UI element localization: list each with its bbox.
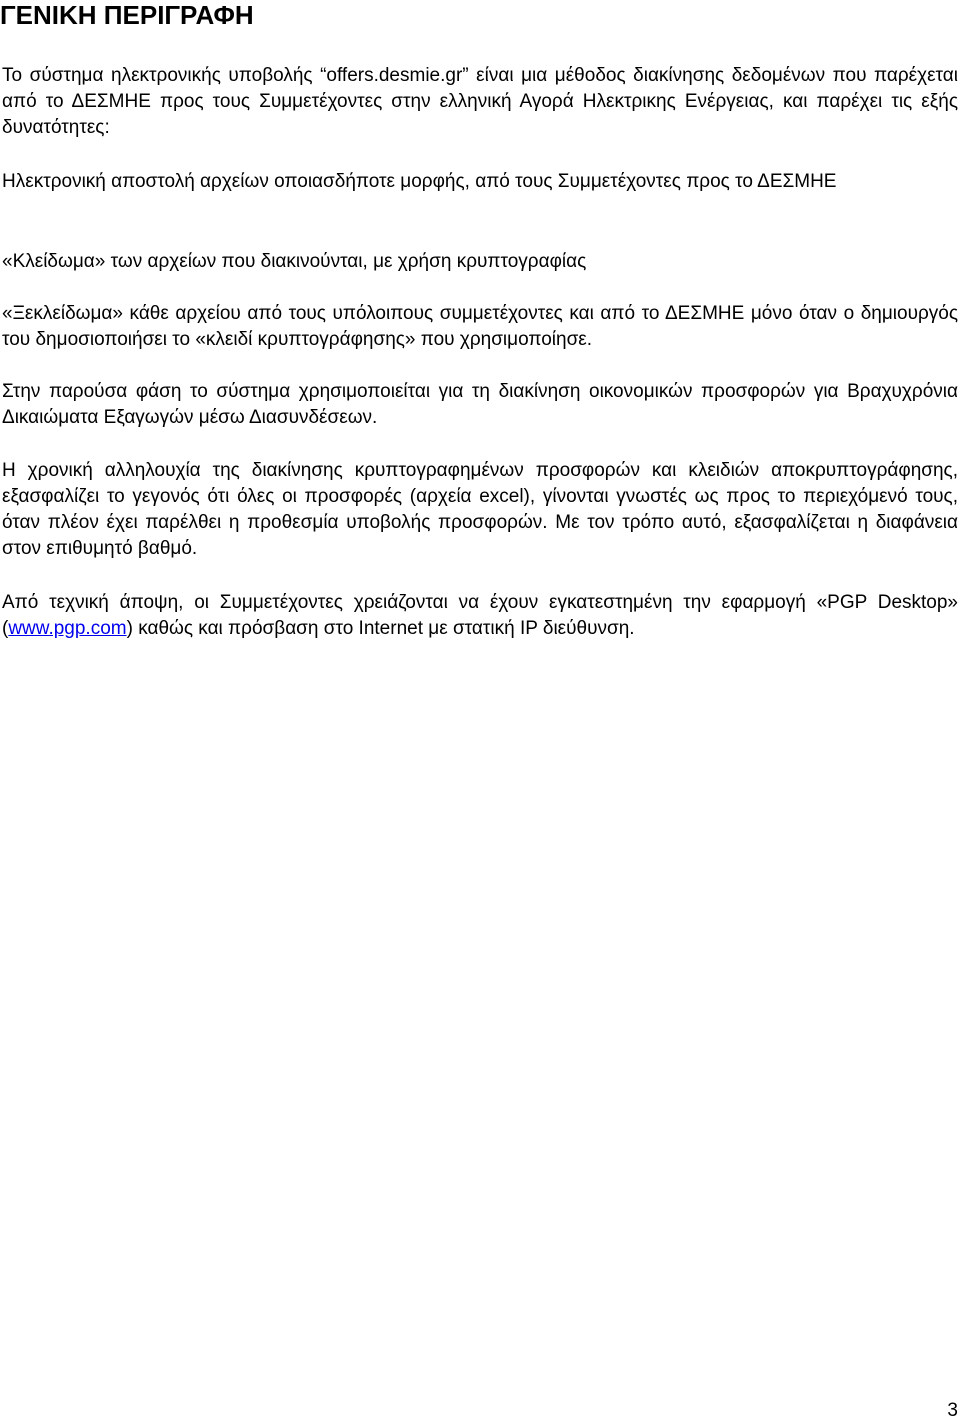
capability-file-locking: «Κλείδωμα» των αρχείων που διακινούνται, με χρήση κρυπτογραφίας xyxy=(2,251,587,272)
intro-paragraph: Το σύστημα ηλεκτρονικής υποβολής “offers.desmie.gr” είναι μια μέθοδος διακίνησης δεδομένων που παρέχεται από το ΔΕΣΜΗΕ προς τους Συμμετέχοντες στην ελληνική Αγορά Ηλεκτρικης Ενέργειας, και παρέχει τις εξής δυνατότητες: xyxy=(2,65,958,138)
page-title: ΓΕΝΙΚΗ ΠΕΡΙΓΡΑΦΗ xyxy=(0,0,254,30)
technical-requirements-paragraph xyxy=(2,590,958,642)
capability-file-unlocking: «Ξεκλείδωμα» κάθε αρχείου από τους υπόλοιπους συμμετέχοντες και από το ΔΕΣΜΗΕ μόνο όταν ο δημιουργός του δημοσιοποιήσει το «κλειδί κρυπτογράφησης» που χρησιμοποίησε. xyxy=(2,303,958,350)
page-number: 3 xyxy=(947,1400,958,1421)
technical-requirements-text-before: Από τεχνική άποψη, οι Συμμετέχοντες χρειάζονται να έχουν εγκατεστημένη την εφαρμογή «PGP Desktop» ( xyxy=(2,592,958,639)
current-phase-paragraph: Στην παρούσα φάση το σύστημα χρησιμοποιείται για τη διακίνηση οικονομικών προσφορών για Βραχυχρόνια Δικαιώματα Εξαγωγών μέσω Διασυνδέσεων. xyxy=(2,381,958,428)
technical-requirements-text-after: ) καθώς και πρόσβαση στο Internet με στατική IP διεύθυνση. xyxy=(126,618,635,639)
transparency-paragraph: Η χρονική αλληλουχία της διακίνησης κρυπτογραφημένων προσφορών και κλειδιών αποκρυπτογράφησης, εξασφαλίζει το γεγονός ότι όλες οι προσφορές (αρχεία excel), γίνονται γνωστές ως προς το περιεχόμενό τους, όταν πλέον έχει παρέλθει η προθεσμία υποβολής προσφορών. Με τον τρόπο αυτό, εξασφαλίζεται η διαφάνεια στον επιθυμητό βαθμό. xyxy=(2,460,958,559)
capability-electronic-submission: Ηλεκτρονική αποστολή αρχείων οποιασδήποτε μορφής, από τους Συμμετέχοντες προς το ΔΕΣΜΗΕ xyxy=(2,171,837,192)
pgp-website-link[interactable]: www.pgp.com xyxy=(8,618,127,639)
